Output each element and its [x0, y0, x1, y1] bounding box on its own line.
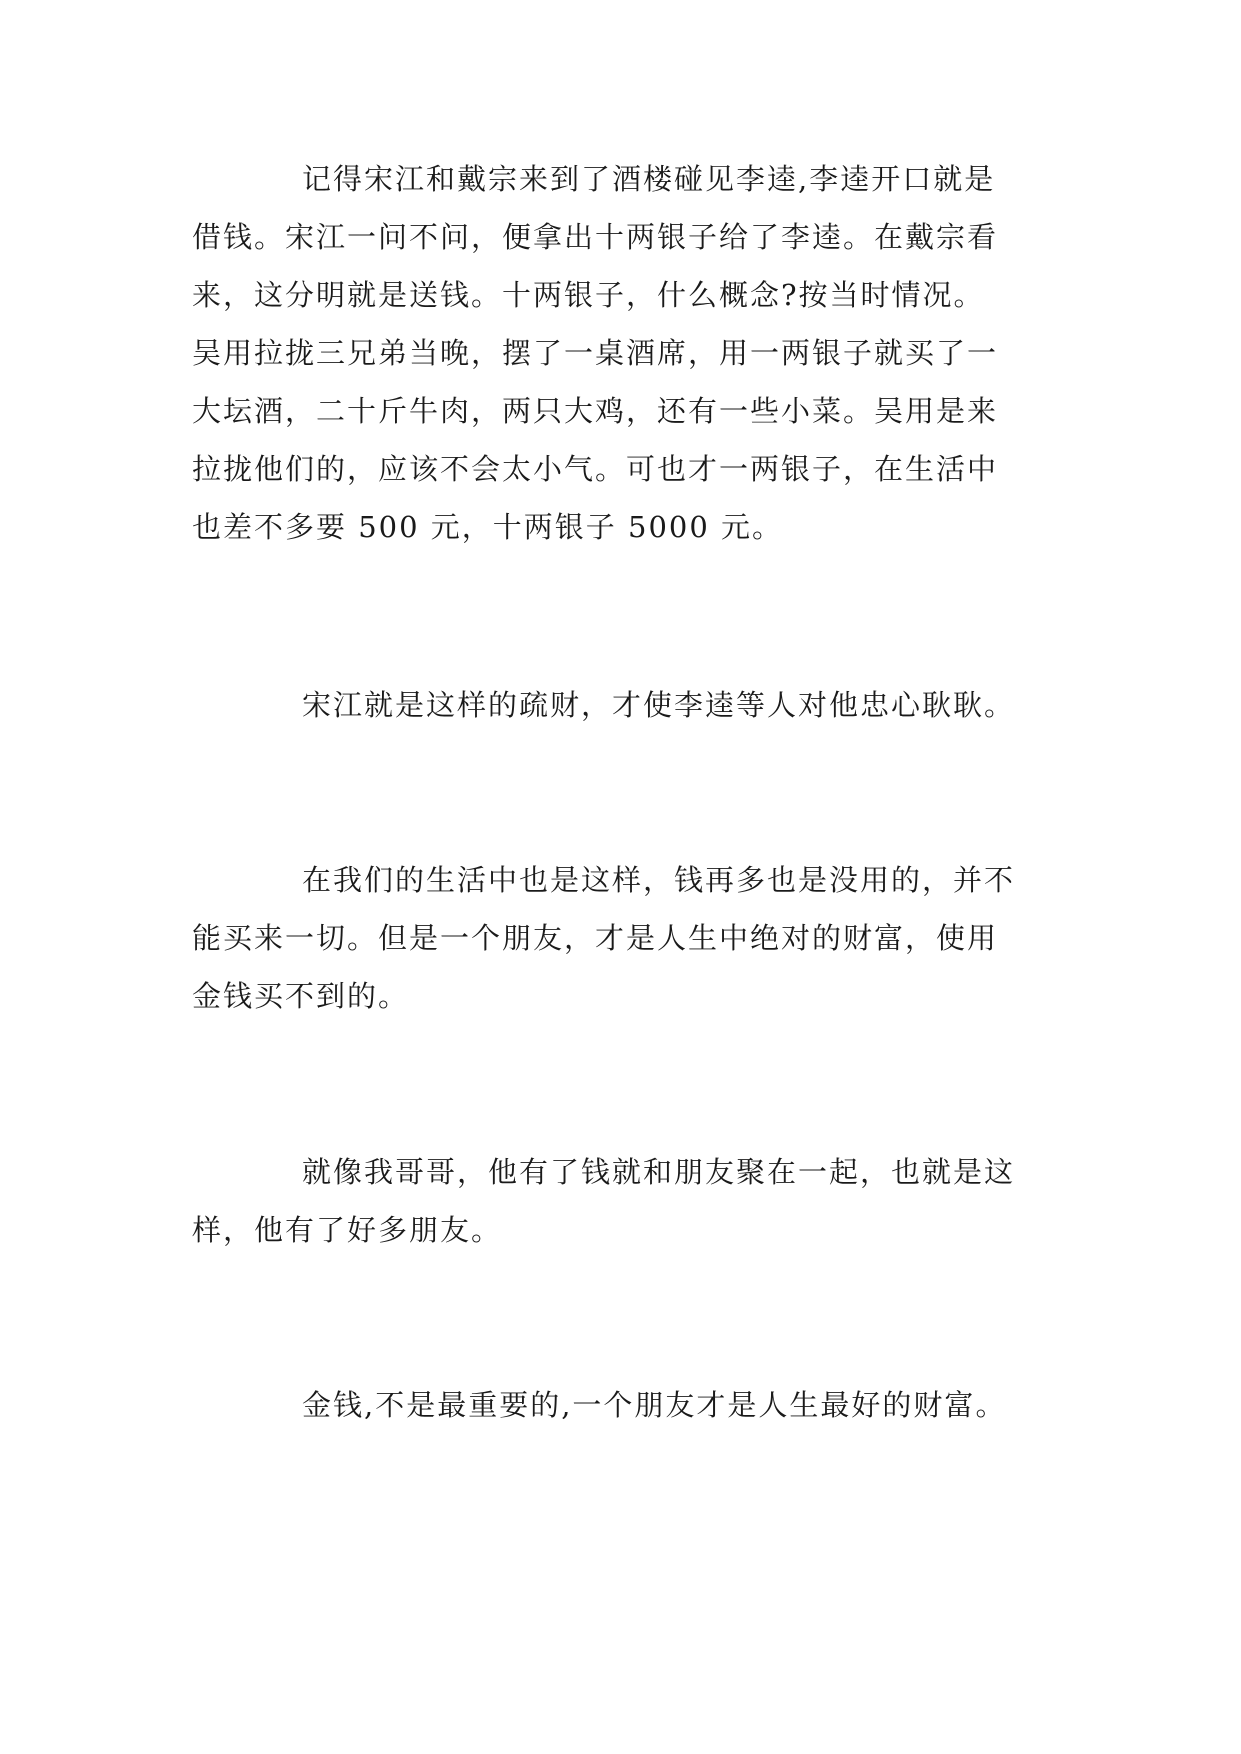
paragraph-5 — [192, 1376, 1052, 1434]
paragraph-line: 拉拢他们的，应该不会太小气。可也才一两银子，在生活中 — [192, 452, 999, 486]
paragraph-4 — [192, 1143, 1052, 1259]
paragraph-line: 也差不多要 500 元，十两银子 5000 元。 — [192, 510, 784, 544]
paragraph-2 — [192, 676, 1052, 734]
paragraph-line: 记得宋江和戴宗来到了酒楼碰见李逵,李逵开口就是 — [302, 162, 996, 196]
paragraph-line: 就像我哥哥，他有了钱就和朋友聚在一起，也就是这 — [302, 1155, 1016, 1189]
paragraph-3 — [192, 851, 1052, 1025]
paragraph-line: 样，他有了好多朋友。 — [192, 1213, 503, 1247]
paragraph-line: 借钱。宋江一问不问，便拿出十两银子给了李逵。在戴宗看 — [192, 220, 999, 254]
paragraph-line: 金钱,不是最重要的,一个朋友才是人生最好的财富。 — [302, 1388, 1007, 1422]
paragraph-line: 金钱买不到的。 — [192, 979, 410, 1013]
paragraph-line: 大坛酒，二十斤牛肉，两只大鸡，还有一些小菜。吴用是来 — [192, 394, 999, 428]
paragraph-line: 宋江就是这样的疏财，才使李逵等人对他忠心耿耿。 — [302, 688, 1016, 722]
paragraph-line: 来，这分明就是送钱。十两银子，什么概念?按当时情况。 — [192, 278, 985, 312]
paragraph-line: 吴用拉拢三兄弟当晚，摆了一桌酒席，用一两银子就买了一 — [192, 336, 999, 370]
paragraph-1 — [192, 150, 1052, 556]
paragraph-line: 在我们的生活中也是这样，钱再多也是没用的，并不 — [302, 863, 1016, 897]
paragraph-line: 能买来一切。但是一个朋友，才是人生中绝对的财富，使用 — [192, 921, 999, 955]
